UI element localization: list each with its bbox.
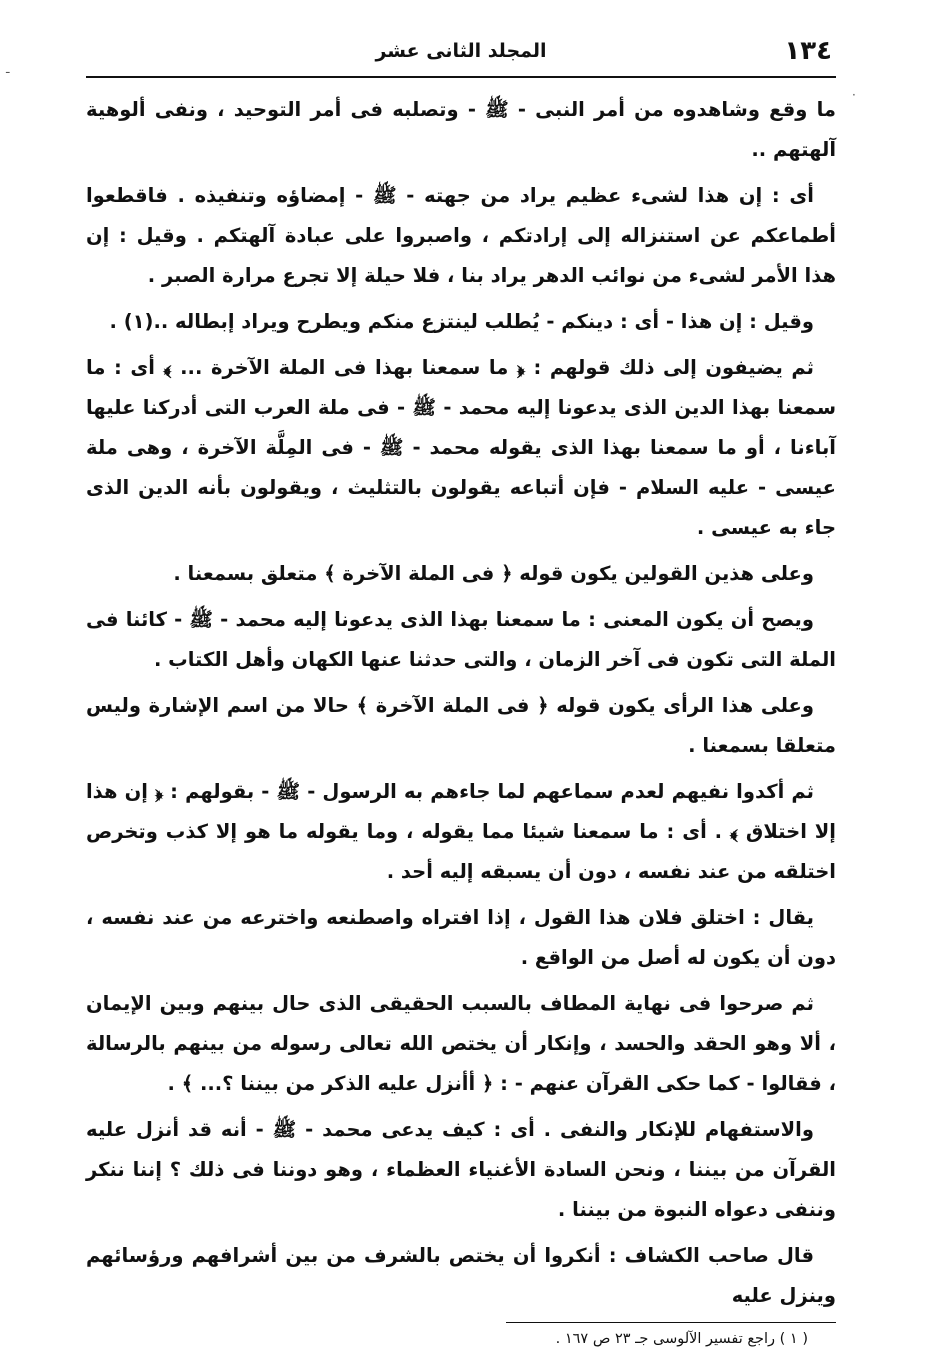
margin-mark-top: ـ: [6, 62, 10, 76]
footnote-rule: [506, 1322, 836, 1323]
header-rule: [86, 76, 836, 78]
document-page: [86, 36, 836, 1351]
paragraph: قال صاحب الكشاف : أنكروا أن يختص بالشرف من بين أشرافهم ورؤسائهم وينزل عليه: [86, 1244, 836, 1307]
paragraph: ثم أكدوا نفيهم لعدم سماعهم لما جاءهم به الرسول - ﷺ - بقولهم : ﴿ إن هذا إلا اختلاق ﴾ . أى : ما سمعنا شيئا مما يقوله ، وما يقوله ما هو إلا كذب وتخرص اختلقه من عند نفسه ، دون أن يسبقه إليه أحد .: [86, 780, 836, 883]
paragraph: وعلى هذين القولين يكون قوله ﴿ فى الملة الآخرة ﴾ متعلق بسمعنا .: [173, 562, 814, 585]
paragraph: ثم صرحوا فى نهاية المطاف بالسبب الحقيقى الذى حال بينهم وبين الإيمان ، ألا وهو الحقد والحسد ، وإنكار أن يختص الله تعالى رسوله من بينهم بالرسالة ، فقالوا - كما حكى القرآن عنهم - : ﴿ أأنزل عليه الذكر من بيننا ؟... ﴾ .: [86, 992, 836, 1095]
paragraph: أى : إن هذا لشىء عظيم يراد من جهته - ﷺ - إمضاؤه وتنفيذه . فاقطعوا أطماعكم عن استنزاله إلى إرادتكم ، واصبروا على عبادة آلهتكم . وقيل : إن هذا الأمر لشىء من نوائب الدهر يراد بنا ، فلا حيلة إلا تجرع مرارة الصبر .: [86, 184, 836, 287]
paragraph: وقيل : إن هذا - أى : دينكم - يُطلب لينتزع منكم ويطرح ويراد إبطاله ..(١) .: [109, 310, 814, 333]
margin-mark-bottom: ·: [852, 88, 856, 102]
page-header: [86, 36, 836, 74]
paragraph: وعلى هذا الرأى يكون قوله ﴿ فى الملة الآخرة ﴾ حالا من اسم الإشارة وليس متعلقا بسمعنا .: [86, 694, 836, 757]
footnote: ( ١ ) راجع تفسير الآلوسى جـ ٢٣ ص ١٦٧ .: [555, 1331, 808, 1347]
running-title: المجلد الثانى عشر: [375, 40, 547, 62]
paragraph: ويصح أن يكون المعنى : ما سمعنا بهذا الذى يدعونا إليه محمد - ﷺ - كائنا فى الملة التى تكون فى آخر الزمان ، والتى حدثنا عنها الكهان وأهل الكتاب .: [86, 608, 836, 671]
paragraph: والاستفهام للإنكار والنفى . أى : كيف يدعى محمد - ﷺ - أنه قد أنزل عليه القرآن من بيننا ، ونحن السادة الأغنياء العظماء ، وهو دوننا فى ذلك ؟ إننا ننكر وننفى دعواه النبوة من بيننا .: [86, 1118, 836, 1221]
paragraph: يقال : اختلق فلان هذا القول ، إذا افتراه واصطنعه واخترعه من عند نفسه ، دون أن يكون له أصل من الواقع .: [86, 906, 836, 969]
page-number: ١٣٤: [784, 36, 832, 66]
paragraph: ما وقع وشاهدوه من أمر النبى - ﷺ - وتصلبه فى أمر التوحيد ، ونفى ألوهية آلهتهم ..: [86, 98, 836, 161]
body-text: [86, 90, 836, 1316]
paragraph: ثم يضيفون إلى ذلك قولهم : ﴿ ما سمعنا بهذا فى الملة الآخرة ... ﴾ أى : ما سمعنا بهذا الدين الذى يدعونا إليه محمد - ﷺ - فى ملة العرب التى أدركنا عليها آباءنا ، أو ما سمعنا بهذا الذى يقوله محمد - ﷺ - فى المِلَّة الآخرة ، وهى ملة عيسى - عليه السلام - فإن أتباعه يقولون بالتثليث ، ويقولون بأنه الدين الذى جاء به عيسى .: [86, 356, 836, 539]
